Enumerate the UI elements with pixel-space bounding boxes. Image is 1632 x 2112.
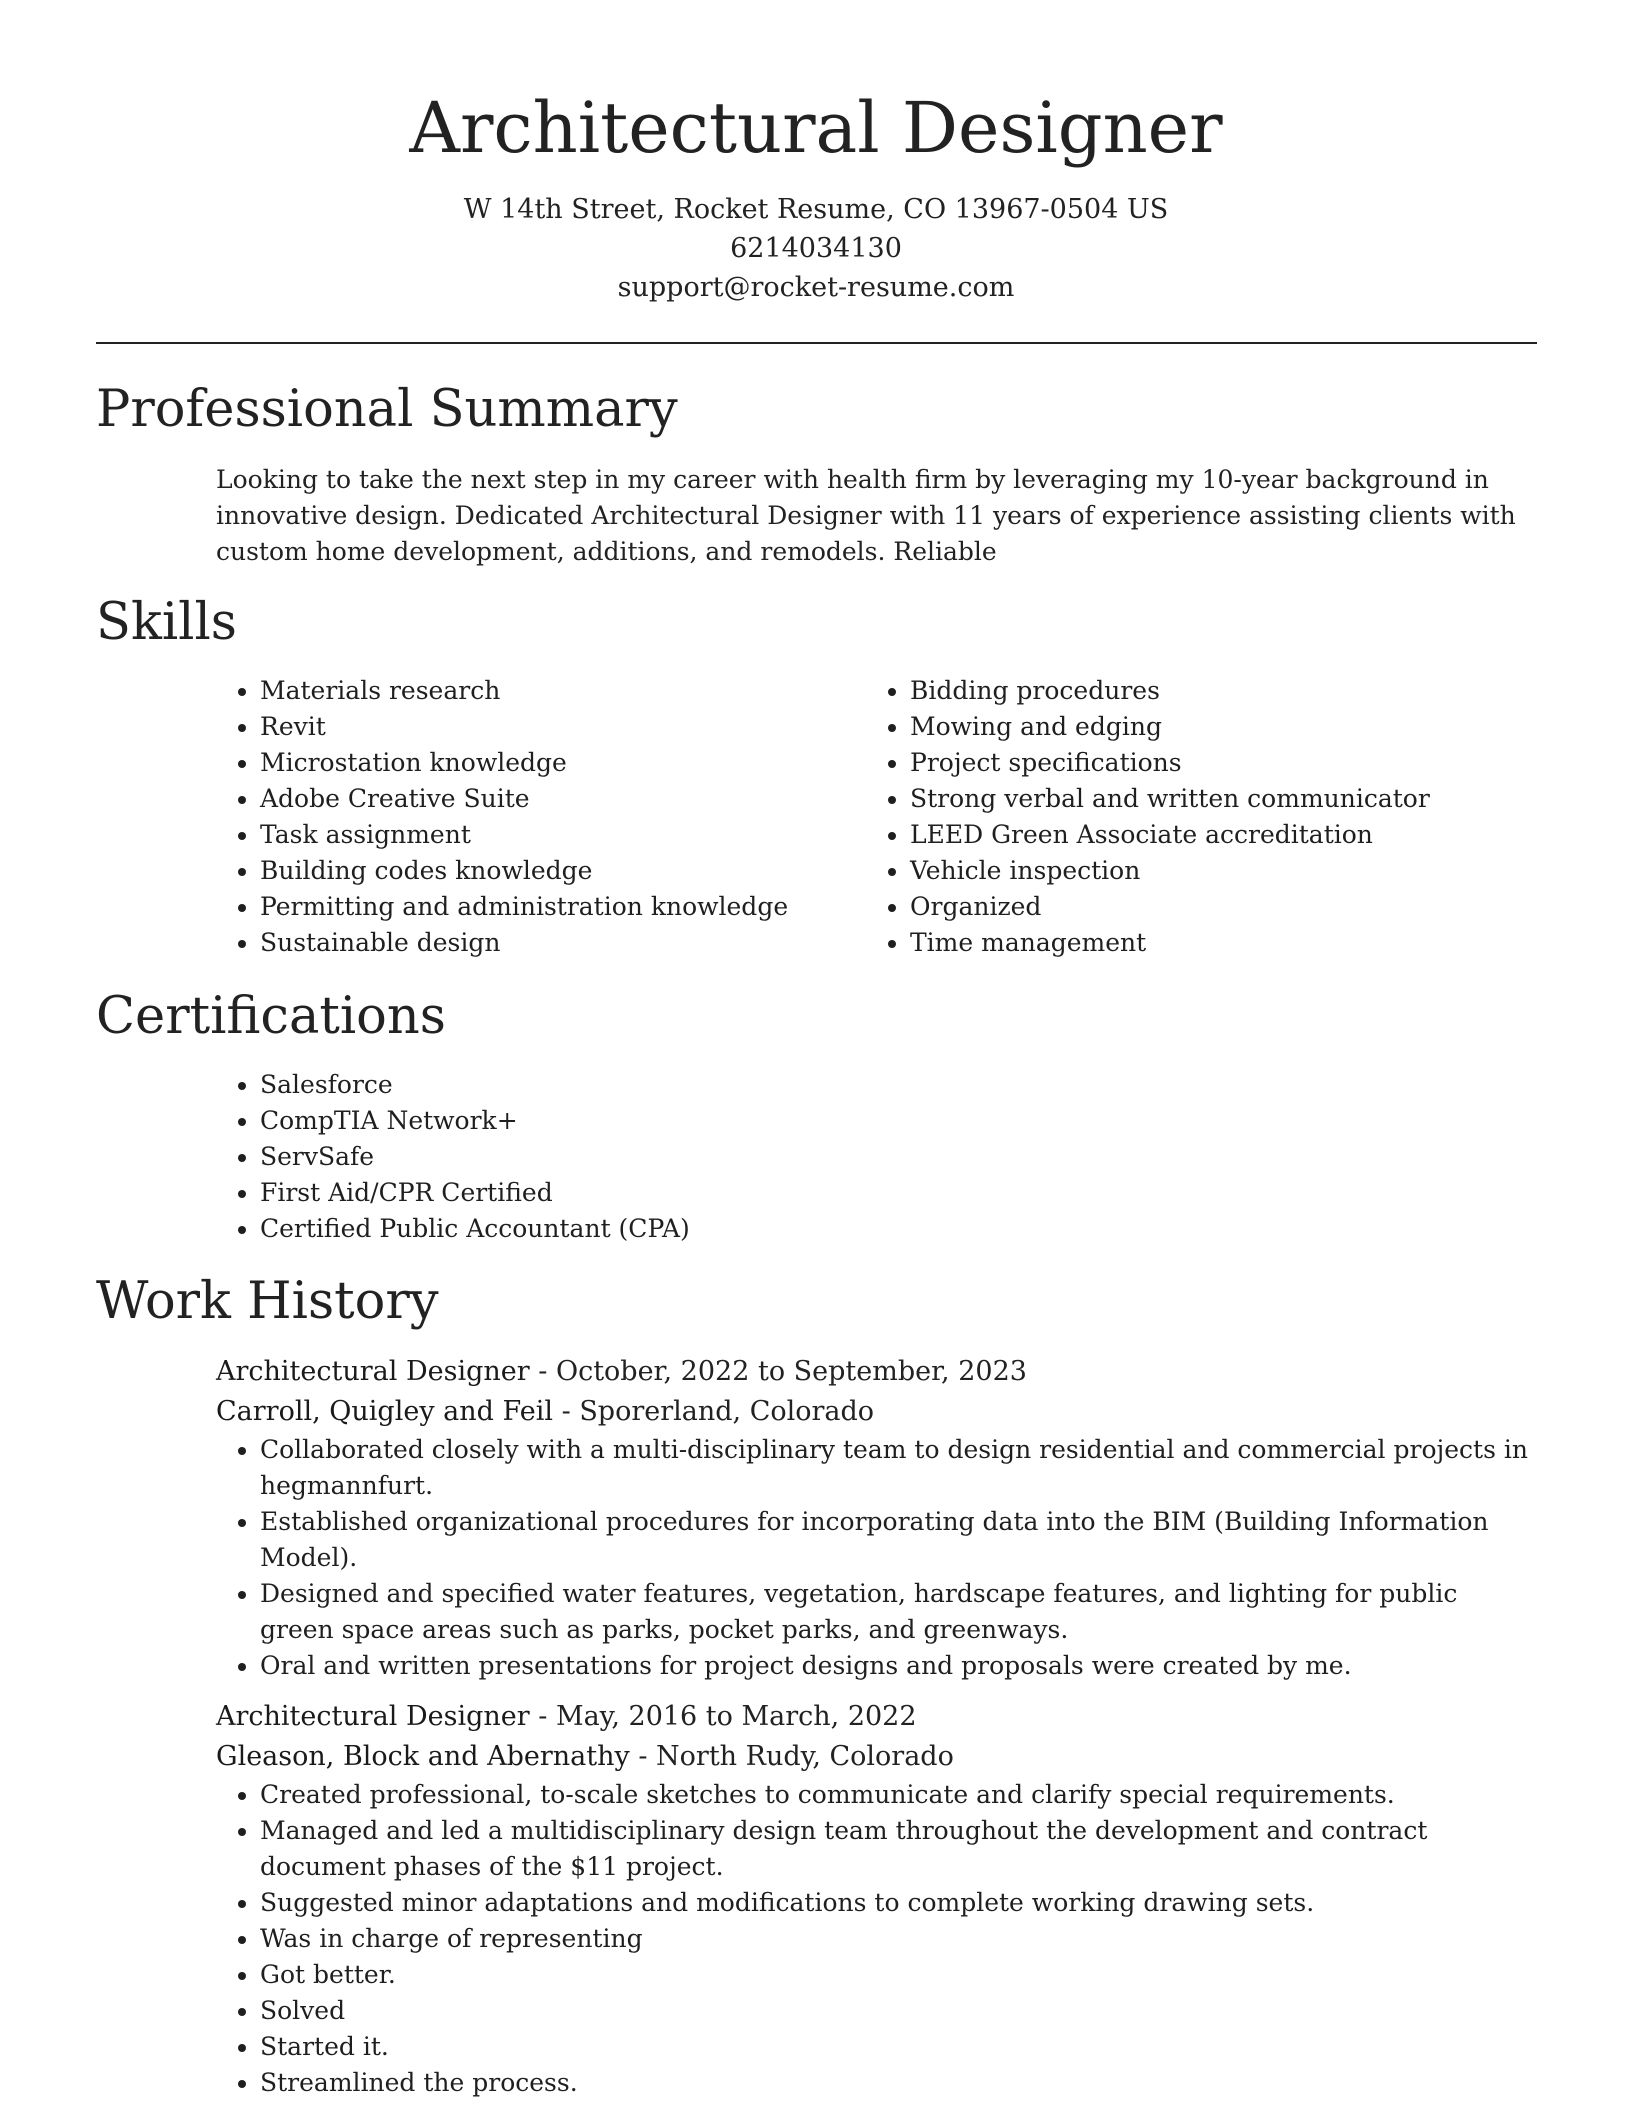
email-address: support@rocket-resume.com [617, 272, 1015, 303]
job-entry [216, 1352, 1538, 1684]
job-company-line: Carroll, Quigley and Feil - Sporerland, Colorado [216, 1396, 875, 1427]
job-duty: • Oral and written presentations for project designs and proposals were created by me. [260, 1648, 1538, 1684]
contact-info [0, 190, 1632, 307]
certification-item: • ServSafe [260, 1139, 690, 1175]
job-duties-list [216, 1777, 1538, 2101]
job-company-line: Gleason, Block and Abernathy - North Rudy, Colorado [216, 1741, 954, 1772]
job-location: Sporerland, Colorado [579, 1396, 875, 1427]
skills-heading: Skills [96, 593, 237, 652]
certifications-list [216, 1067, 690, 1247]
job-duty: • Established organizational procedures for incorporating data into the BIM (Building Information Model). [260, 1504, 1538, 1576]
phone-number: 6214034130 [730, 233, 902, 264]
summary-heading: Professional Summary [96, 380, 678, 439]
job-duty: • Solved [260, 1993, 1538, 2029]
job-duty: • Collaborated closely with a multi-disciplinary team to design residential and commercial projects in hegmannfurt. [260, 1432, 1538, 1504]
skill-item: • Bidding procedures [910, 673, 1526, 709]
certification-item: • CompTIA Network+ [260, 1103, 690, 1139]
skill-item: • Revit [260, 709, 836, 745]
skills-column-left [216, 673, 836, 961]
job-title: Architectural Designer [216, 1356, 530, 1387]
skill-item: • Vehicle inspection [910, 853, 1526, 889]
job-duty: • Started it. [260, 2029, 1538, 2065]
skill-item: • Materials research [260, 673, 836, 709]
skill-item: • Time management [910, 925, 1526, 961]
job-duty: • Managed and led a multidisciplinary design team throughout the development and contract document phases of the $11 project. [260, 1813, 1538, 1885]
work-history-heading: Work History [96, 1272, 439, 1331]
job-duty: • Was in charge of representing [260, 1921, 1538, 1957]
header-divider [96, 342, 1537, 344]
job-duties-list [216, 1432, 1538, 1684]
job-dates: May, 2016 to March, 2022 [555, 1701, 917, 1732]
skill-item: • Organized [910, 889, 1526, 925]
skill-item: • Building codes knowledge [260, 853, 836, 889]
skills-list-right [866, 673, 1526, 961]
job-title-line: Architectural Designer - May, 2016 to March, 2022 [216, 1701, 917, 1732]
skill-item: • Mowing and edging [910, 709, 1526, 745]
certification-item: • Salesforce [260, 1067, 690, 1103]
skill-item: • Sustainable design [260, 925, 836, 961]
skills-list-left [216, 673, 836, 961]
job-company: Gleason, Block and Abernathy [216, 1741, 630, 1772]
candidate-name: Architectural Designer [409, 87, 1223, 169]
certifications-block [216, 1067, 690, 1247]
job-dates: October, 2022 to September, 2023 [555, 1356, 1027, 1387]
address: W 14th Street, Rocket Resume, CO 13967-0504 US [463, 194, 1169, 225]
job-duty: • Created professional, to-scale sketches to communicate and clarify special requirements. [260, 1777, 1538, 1813]
resume-header [0, 84, 1632, 307]
certification-item: • First Aid/CPR Certified [260, 1175, 690, 1211]
job-duty: • Got better. [260, 1957, 1538, 1993]
skill-item: • Task assignment [260, 817, 836, 853]
job-duty: • Suggested minor adaptations and modifications to complete working drawing sets. [260, 1885, 1538, 1921]
skill-item: • Project specifications [910, 745, 1526, 781]
skill-item: • Microstation knowledge [260, 745, 836, 781]
skills-column-right [866, 673, 1526, 961]
skill-item: • LEED Green Associate accreditation [910, 817, 1526, 853]
job-location: North Rudy, Colorado [656, 1741, 954, 1772]
job-entry [216, 1697, 1538, 2101]
summary-text: Looking to take the next step in my career with health firm by leveraging my 10-year background in innovative design. Dedicated Architectural Designer with 11 years of experience assisting clients with custom home development, additions, and remodels. Reliable [216, 465, 1516, 566]
job-duty: • Streamlined the process. [260, 2065, 1538, 2101]
certification-item: • Certified Public Accountant (CPA) [260, 1211, 690, 1247]
skill-item: • Permitting and administration knowledge [260, 889, 836, 925]
job-title: Architectural Designer [216, 1701, 530, 1732]
skill-item: • Adobe Creative Suite [260, 781, 836, 817]
job-title-line: Architectural Designer - October, 2022 to September, 2023 [216, 1356, 1027, 1387]
job-company: Carroll, Quigley and Feil [216, 1396, 554, 1427]
certifications-heading: Certifications [96, 987, 446, 1046]
job-duty: • Designed and specified water features, vegetation, hardscape features, and lighting for public green space areas such as parks, pocket parks, and greenways. [260, 1576, 1538, 1648]
skill-item: • Strong verbal and written communicator [910, 781, 1526, 817]
